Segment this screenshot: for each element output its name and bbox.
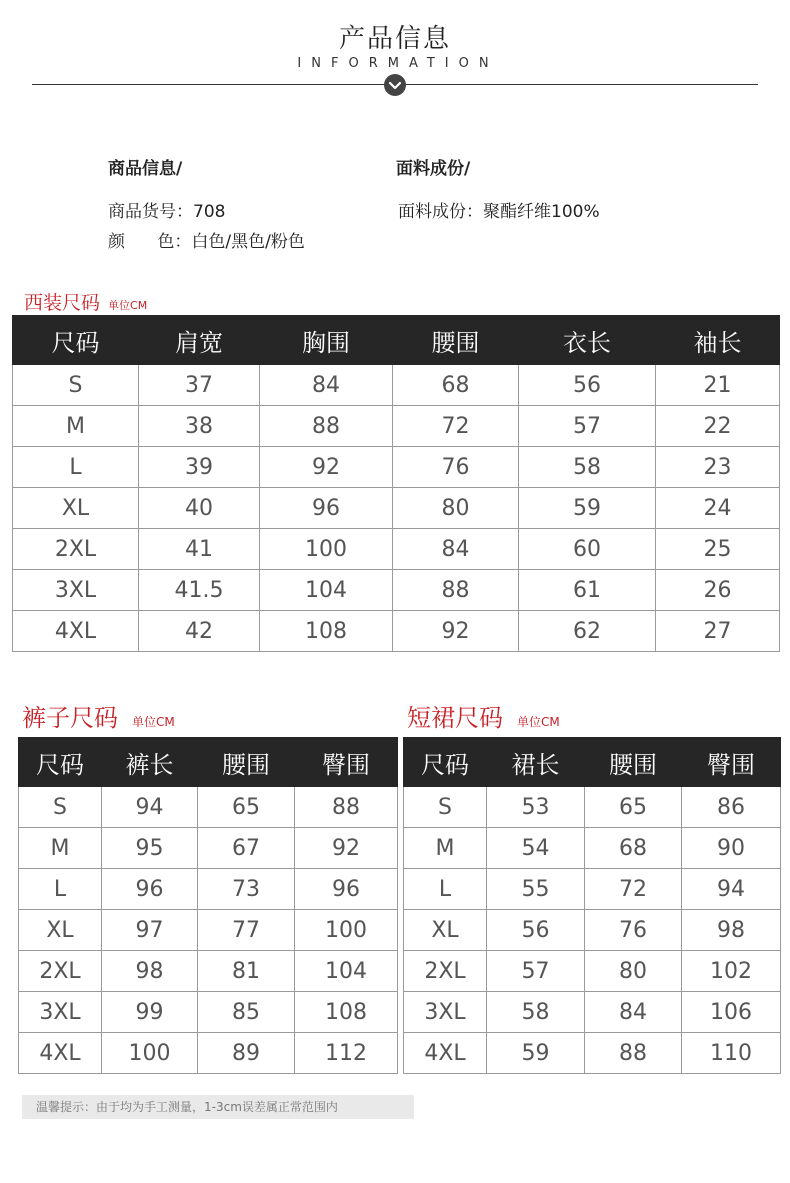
measurement-cell: 62 — [519, 611, 656, 652]
size-cell: S — [13, 365, 139, 406]
size-cell: 2XL — [13, 529, 139, 570]
size-cell: S — [19, 787, 102, 828]
measurement-cell: 23 — [656, 447, 780, 488]
measurement-cell: 65 — [585, 787, 682, 828]
table-row — [13, 365, 780, 406]
measurement-cell: 55 — [487, 869, 585, 910]
size-cell: XL — [13, 488, 139, 529]
pants-header-cell: 裤长 — [102, 738, 198, 787]
suit-header-cell: 衣长 — [519, 316, 656, 365]
suit-header-cell: 胸围 — [260, 316, 393, 365]
measurement-cell: 84 — [260, 365, 393, 406]
suit-size-heading — [24, 288, 147, 315]
item-number: 商品货号：708 — [108, 202, 226, 222]
measurement-cell: 104 — [295, 951, 398, 992]
skirt-size-table — [403, 737, 781, 1074]
measurement-cell: 100 — [102, 1033, 198, 1074]
size-cell: M — [404, 828, 487, 869]
pants-header-row — [19, 738, 398, 787]
measurement-cell: 88 — [260, 406, 393, 447]
measurement-cell: 95 — [102, 828, 198, 869]
measurement-cell: 90 — [682, 828, 781, 869]
measurement-cell: 106 — [682, 992, 781, 1033]
suit-header-row — [13, 316, 780, 365]
pants-header-cell: 臀围 — [295, 738, 398, 787]
measurement-cell: 59 — [519, 488, 656, 529]
measurement-cell: 77 — [198, 910, 295, 951]
table-row — [19, 828, 398, 869]
pants-header-cell: 尺码 — [19, 738, 102, 787]
skirt-header-cell: 腰围 — [585, 738, 682, 787]
measurement-cell: 112 — [295, 1033, 398, 1074]
color-row — [108, 227, 305, 252]
measurement-cell: 57 — [519, 406, 656, 447]
measurement-cell: 54 — [487, 828, 585, 869]
measurement-cell: 80 — [585, 951, 682, 992]
measurement-cell: 100 — [260, 529, 393, 570]
size-cell: 2XL — [404, 951, 487, 992]
size-cell: M — [13, 406, 139, 447]
measurement-cell: 108 — [295, 992, 398, 1033]
measurement-cell: 22 — [656, 406, 780, 447]
table-row — [13, 570, 780, 611]
measurement-cell: 94 — [102, 787, 198, 828]
measurement-cell: 56 — [487, 910, 585, 951]
size-cell: XL — [404, 910, 487, 951]
table-row — [13, 529, 780, 570]
measurement-cell: 96 — [260, 488, 393, 529]
measurement-cell: 92 — [260, 447, 393, 488]
measurement-cell: 94 — [682, 869, 781, 910]
measurement-cell: 61 — [519, 570, 656, 611]
measurement-cell: 42 — [139, 611, 260, 652]
pants-size-title: 裤子尺码 — [22, 704, 118, 732]
size-cell: 4XL — [404, 1033, 487, 1074]
measurement-cell: 24 — [656, 488, 780, 529]
measurement-cell: 38 — [139, 406, 260, 447]
measurement-cell: 56 — [519, 365, 656, 406]
measurement-cell: 76 — [393, 447, 519, 488]
suit-header-cell: 尺码 — [13, 316, 139, 365]
page-title: 产品信息 — [338, 24, 451, 54]
size-cell: 4XL — [19, 1033, 102, 1074]
table-row — [404, 1033, 781, 1074]
measurement-cell: 27 — [656, 611, 780, 652]
table-row — [13, 488, 780, 529]
measurement-cell: 100 — [295, 910, 398, 951]
measurement-tip: 温馨提示：由于均为手工测量，1-3cm误差属正常范围内 — [22, 1095, 414, 1119]
size-cell: 3XL — [19, 992, 102, 1033]
measurement-cell: 96 — [102, 869, 198, 910]
product-info-heading: 商品信息/ — [108, 159, 183, 179]
measurement-cell: 80 — [393, 488, 519, 529]
measurement-cell: 84 — [585, 992, 682, 1033]
size-cell: L — [19, 869, 102, 910]
suit-size-unit: 单位CM — [108, 299, 148, 312]
measurement-cell: 88 — [295, 787, 398, 828]
measurement-cell: 73 — [198, 869, 295, 910]
table-row — [19, 910, 398, 951]
measurement-cell: 85 — [198, 992, 295, 1033]
skirt-header-cell: 尺码 — [404, 738, 487, 787]
suit-size-title: 西装尺码 — [24, 292, 101, 314]
table-row — [404, 910, 781, 951]
measurement-cell: 72 — [585, 869, 682, 910]
measurement-cell: 99 — [102, 992, 198, 1033]
size-cell: 3XL — [404, 992, 487, 1033]
measurement-cell: 104 — [260, 570, 393, 611]
measurement-cell: 39 — [139, 447, 260, 488]
skirt-size-unit: 单位CM — [517, 715, 560, 729]
measurement-cell: 102 — [682, 951, 781, 992]
chevron-down-icon — [384, 74, 406, 96]
pants-size-table — [18, 737, 398, 1074]
measurement-cell: 58 — [519, 447, 656, 488]
color-label: 颜 色： — [108, 232, 192, 252]
measurement-cell: 108 — [260, 611, 393, 652]
suit-header-cell: 腰围 — [393, 316, 519, 365]
size-cell: S — [404, 787, 487, 828]
table-row — [19, 1033, 398, 1074]
page-subtitle: INFORMATION — [297, 56, 499, 71]
color-value: 白色/黑色/粉色 — [191, 232, 305, 252]
measurement-cell: 53 — [487, 787, 585, 828]
measurement-cell: 96 — [295, 869, 398, 910]
skirt-body — [404, 787, 781, 1074]
measurement-cell: 41 — [139, 529, 260, 570]
measurement-cell: 57 — [487, 951, 585, 992]
measurement-cell: 88 — [393, 570, 519, 611]
skirt-size-title: 短裙尺码 — [407, 704, 503, 732]
fabric-composition: 面料成份：聚酯纤维100% — [398, 202, 600, 222]
size-cell: 2XL — [19, 951, 102, 992]
measurement-cell: 60 — [519, 529, 656, 570]
table-row — [404, 869, 781, 910]
pants-body — [19, 787, 398, 1074]
measurement-cell: 89 — [198, 1033, 295, 1074]
table-row — [13, 406, 780, 447]
size-cell: 4XL — [13, 611, 139, 652]
table-row — [404, 787, 781, 828]
measurement-cell: 40 — [139, 488, 260, 529]
fabric-heading: 面料成份/ — [396, 159, 471, 179]
measurement-cell: 86 — [682, 787, 781, 828]
measurement-cell: 68 — [393, 365, 519, 406]
measurement-cell: 41.5 — [139, 570, 260, 611]
measurement-cell: 72 — [393, 406, 519, 447]
table-row — [19, 951, 398, 992]
size-cell: 3XL — [13, 570, 139, 611]
skirt-header-row — [404, 738, 781, 787]
suit-body — [13, 365, 780, 652]
suit-header-cell: 肩宽 — [139, 316, 260, 365]
table-row — [404, 828, 781, 869]
measurement-cell: 110 — [682, 1033, 781, 1074]
measurement-cell: 68 — [585, 828, 682, 869]
skirt-header-cell: 裙长 — [487, 738, 585, 787]
measurement-cell: 65 — [198, 787, 295, 828]
measurement-cell: 97 — [102, 910, 198, 951]
table-row — [13, 447, 780, 488]
measurement-cell: 59 — [487, 1033, 585, 1074]
measurement-cell: 25 — [656, 529, 780, 570]
measurement-cell: 81 — [198, 951, 295, 992]
table-row — [19, 869, 398, 910]
table-row — [404, 992, 781, 1033]
measurement-cell: 21 — [656, 365, 780, 406]
measurement-cell: 67 — [198, 828, 295, 869]
suit-header-cell: 袖长 — [656, 316, 780, 365]
suit-size-table — [12, 315, 780, 652]
table-row — [19, 992, 398, 1033]
measurement-cell: 58 — [487, 992, 585, 1033]
size-cell: M — [19, 828, 102, 869]
size-cell: XL — [19, 910, 102, 951]
measurement-cell: 98 — [682, 910, 781, 951]
skirt-header-cell: 臀围 — [682, 738, 781, 787]
pants-size-unit: 单位CM — [132, 715, 175, 729]
table-row — [13, 611, 780, 652]
pants-header-cell: 腰围 — [198, 738, 295, 787]
measurement-cell: 92 — [393, 611, 519, 652]
measurement-cell: 84 — [393, 529, 519, 570]
measurement-cell: 76 — [585, 910, 682, 951]
skirt-size-heading — [407, 698, 560, 733]
size-cell: L — [13, 447, 139, 488]
measurement-cell: 92 — [295, 828, 398, 869]
measurement-cell: 98 — [102, 951, 198, 992]
pants-size-heading — [22, 698, 175, 733]
size-cell: L — [404, 869, 487, 910]
measurement-cell: 37 — [139, 365, 260, 406]
table-row — [404, 951, 781, 992]
measurement-cell: 26 — [656, 570, 780, 611]
table-row — [19, 787, 398, 828]
measurement-cell: 88 — [585, 1033, 682, 1074]
